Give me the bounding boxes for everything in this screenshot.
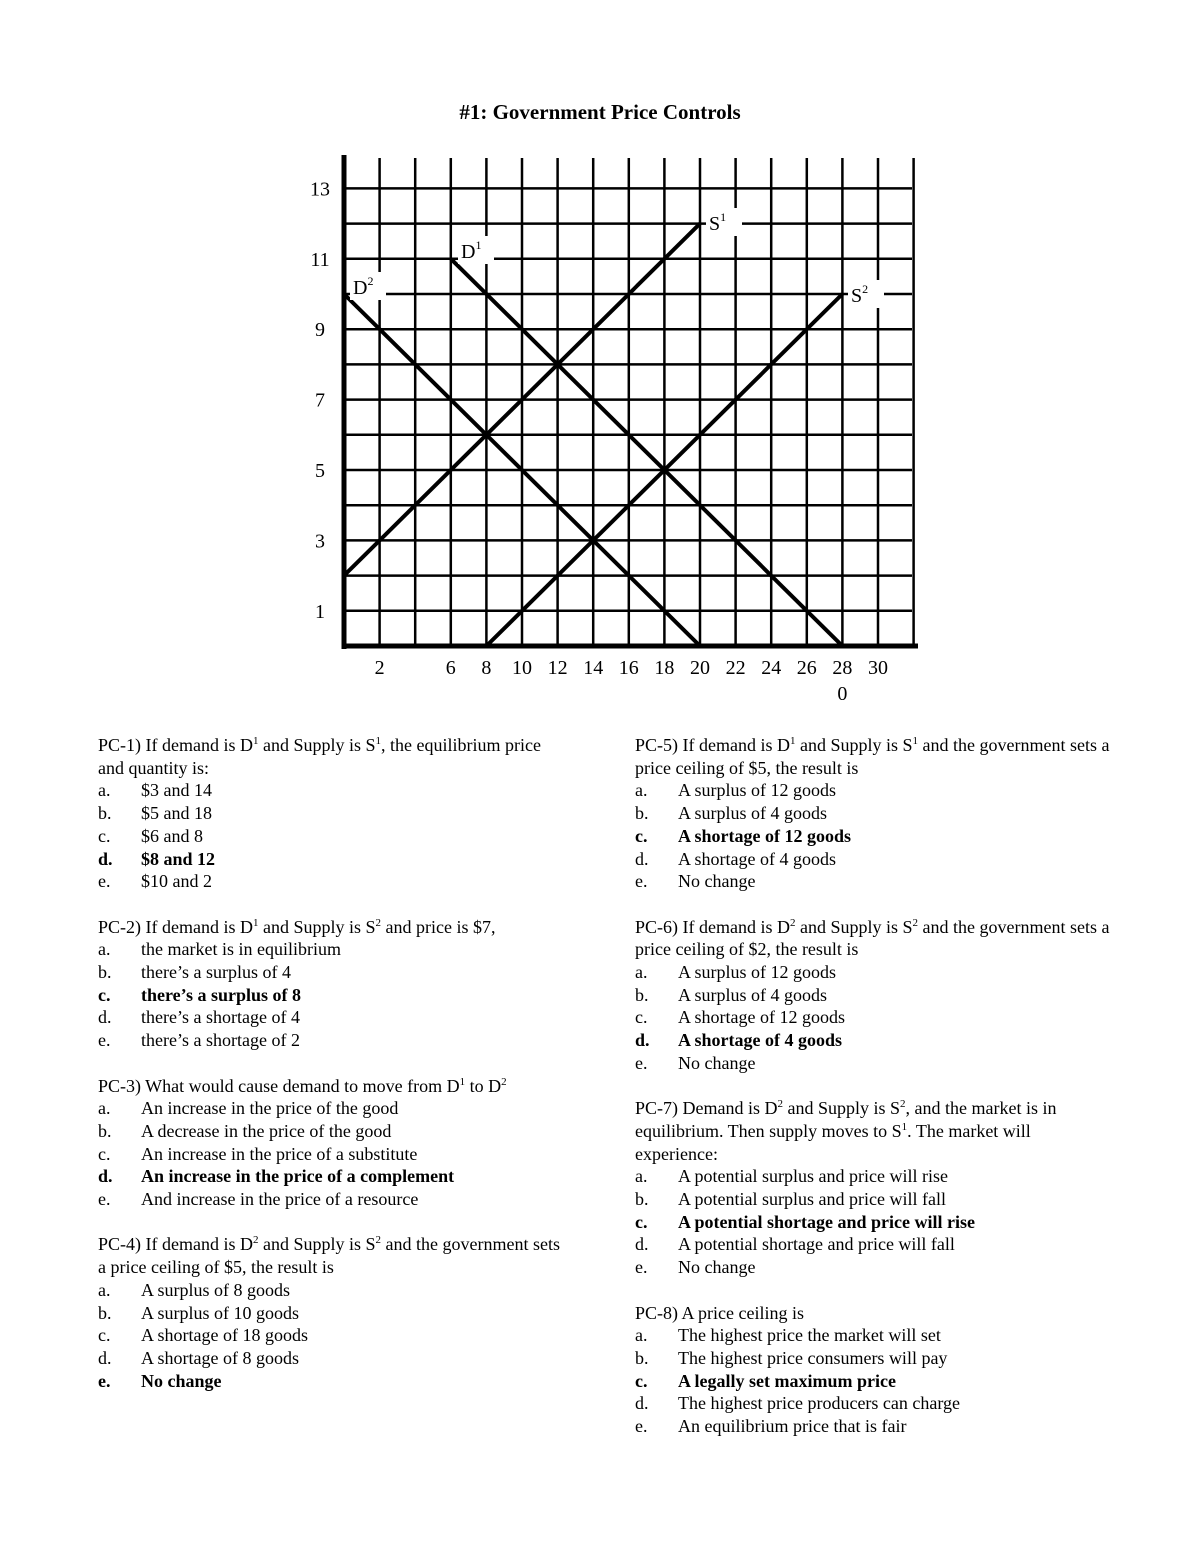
- questions-left-column: [98, 734, 568, 1415]
- option-text: A decrease in the price of the good: [141, 1120, 392, 1141]
- stem-text: and the government sets a price ceiling of $2, the result is: [635, 916, 1110, 960]
- option-text: A surplus of 4 goods: [678, 984, 828, 1005]
- answer-option-correct: [98, 984, 568, 1007]
- option-text: $10 and 2: [141, 871, 212, 892]
- option-letter: d.: [98, 1347, 112, 1368]
- option-text: No change: [141, 1370, 222, 1391]
- stem-text: and the government sets a price ceiling of $5, the result is: [635, 735, 1110, 778]
- stem-superscript: 1: [789, 735, 796, 747]
- option-letter: a.: [635, 780, 648, 801]
- question-stem: [98, 916, 568, 939]
- option-letter: e.: [635, 1257, 648, 1278]
- option-text: A surplus of 4 goods: [678, 803, 828, 824]
- option-letter: c.: [98, 1325, 111, 1346]
- option-text: The highest price the market will set: [678, 1325, 941, 1346]
- stem-superscript: 1: [252, 916, 259, 929]
- option-text: A potential surplus and price will fall: [678, 1189, 946, 1210]
- stem-text: PC-5) If demand is D: [635, 735, 790, 755]
- answer-option: [635, 779, 1115, 802]
- option-text: An increase in the price of a complement: [141, 1166, 455, 1187]
- question-block: [98, 734, 568, 893]
- answer-option: [635, 1392, 1115, 1415]
- option-letter: a.: [635, 962, 648, 983]
- option-text: The highest price consumers will pay: [678, 1347, 948, 1368]
- stem-text: PC-8) A price ceiling is: [635, 1302, 804, 1323]
- question-stem: [635, 734, 1115, 779]
- option-letter: c.: [98, 984, 111, 1005]
- stem-text: and the government sets a price ceiling of $5, the result is: [98, 1234, 560, 1278]
- answer-option: [98, 938, 568, 961]
- y-tick-label: 11: [310, 248, 330, 271]
- stem-text: and Supply is S: [258, 916, 376, 937]
- option-letter: b.: [635, 1347, 649, 1368]
- question-block: [98, 1075, 568, 1211]
- curve-label-d2: $D^2$: [353, 274, 374, 299]
- answer-option: [98, 1143, 568, 1166]
- stem-superscript: 2: [252, 1234, 259, 1247]
- page-title: #1: Government Price Controls: [459, 100, 741, 124]
- answer-option: [98, 1006, 568, 1029]
- option-letter: a.: [98, 1098, 111, 1119]
- answer-option: [98, 802, 568, 825]
- stem-text: and Supply is S: [258, 735, 376, 755]
- x-tick-label: 14: [583, 657, 604, 679]
- option-text: A shortage of 4 goods: [678, 1030, 843, 1051]
- option-text: An equilibrium price that is fair: [678, 1416, 907, 1437]
- stem-text: and Supply is S: [795, 735, 913, 755]
- question-stem: [98, 1075, 568, 1098]
- curve-label-d1: $D^1$: [461, 238, 482, 263]
- question-stem: [635, 1302, 1115, 1325]
- answer-option: [635, 870, 1115, 893]
- stem-superscript: 2: [501, 1075, 507, 1088]
- x-tick-label: 26: [796, 657, 817, 679]
- x-tick-label: 6: [445, 657, 456, 679]
- option-letter: d.: [98, 1007, 112, 1028]
- option-letter: e.: [98, 1370, 111, 1391]
- supply-demand-chart: [0, 0, 1200, 720]
- option-letter: e.: [635, 1416, 648, 1437]
- question-block: [635, 1302, 1115, 1438]
- option-text: there’s a shortage of 2: [141, 1030, 300, 1051]
- option-letter: a.: [98, 1279, 111, 1300]
- stem-superscript: 2: [375, 1234, 382, 1247]
- stem-superscript: 2: [900, 1098, 906, 1111]
- option-letter: d.: [98, 1166, 113, 1187]
- option-text: No change: [678, 871, 756, 892]
- option-letter: e.: [635, 871, 648, 892]
- option-letter: b.: [98, 803, 112, 824]
- answer-option-correct: [635, 1211, 1115, 1234]
- option-text: A potential shortage and price will rise: [678, 1211, 975, 1232]
- stem-text: and Supply is S: [258, 1234, 376, 1255]
- option-text: there’s a surplus of 8: [141, 984, 302, 1005]
- option-letter: b.: [635, 1189, 649, 1210]
- answer-option: [98, 1324, 568, 1347]
- option-letter: e.: [635, 1052, 648, 1073]
- option-text: A shortage of 12 goods: [678, 825, 852, 846]
- option-letter: c.: [635, 825, 648, 846]
- question-stem: [635, 1097, 1115, 1165]
- option-letter: c.: [635, 1007, 648, 1028]
- option-letter: c.: [635, 1211, 648, 1232]
- curve-d1: [451, 259, 843, 646]
- answer-option: [98, 1188, 568, 1211]
- answer-option: [635, 1324, 1115, 1347]
- option-text: A surplus of 8 goods: [141, 1279, 291, 1300]
- option-letter: a.: [635, 1325, 648, 1346]
- stem-superscript: 2: [912, 916, 919, 929]
- y-tick-label: 9: [315, 319, 325, 342]
- option-letter: d.: [635, 1393, 649, 1414]
- option-text: $6 and 8: [141, 825, 203, 846]
- option-letter: d.: [635, 1030, 650, 1051]
- stem-superscript: 1: [901, 1120, 908, 1133]
- x-tick-label: 8: [481, 657, 492, 679]
- y-tick-label: 3: [315, 530, 325, 553]
- answer-option: [98, 825, 568, 848]
- x-tick-label: 12: [547, 657, 568, 679]
- answer-option: [98, 1097, 568, 1120]
- option-text: A shortage of 12 goods: [678, 1007, 845, 1028]
- answer-option: [98, 1120, 568, 1143]
- option-text: A surplus of 12 goods: [678, 780, 837, 801]
- option-text: A potential surplus and price will rise: [678, 1166, 948, 1187]
- curve-label-s2: $S^2$: [851, 282, 869, 307]
- x-tick-label: 20: [690, 657, 710, 679]
- question-block: [98, 916, 568, 1052]
- option-letter: d.: [635, 1234, 649, 1255]
- x-tick-label: 16: [618, 657, 639, 679]
- answer-option: [98, 779, 568, 802]
- stem-superscript: 2: [375, 916, 382, 929]
- option-text: A surplus of 12 goods: [678, 962, 837, 983]
- option-letter: b.: [635, 803, 649, 824]
- option-letter: b.: [635, 984, 649, 1005]
- stem-text: . The market will experience:: [635, 1120, 1031, 1164]
- question-block: [635, 1097, 1115, 1279]
- option-text: $8 and 12: [141, 848, 216, 869]
- answer-option: [635, 1347, 1115, 1370]
- stem-text: and Supply is S: [795, 916, 913, 937]
- option-text: An increase in the price of the good: [141, 1098, 399, 1119]
- option-letter: d.: [635, 848, 649, 869]
- stem-superscript: 1: [252, 735, 259, 747]
- stem-text: PC-4) If demand is D: [98, 1234, 253, 1255]
- option-text: A legally set maximum price: [678, 1370, 896, 1391]
- option-letter: e.: [98, 1030, 111, 1051]
- option-letter: e.: [98, 871, 111, 892]
- option-text: A shortage of 8 goods: [141, 1347, 299, 1368]
- stem-superscript: 1: [459, 1075, 466, 1088]
- stem-superscript: 2: [789, 916, 796, 929]
- option-text: No change: [678, 1052, 756, 1073]
- question-stem: [635, 916, 1115, 961]
- option-letter: a.: [635, 1166, 648, 1187]
- curve-label-s1: $S^1$: [709, 210, 727, 235]
- option-letter: d.: [98, 848, 113, 869]
- answer-option: [635, 961, 1115, 984]
- answer-option-correct: [635, 825, 1115, 848]
- option-text: $5 and 18: [141, 803, 212, 824]
- answer-option: [635, 1006, 1115, 1029]
- question-stem: [98, 734, 568, 779]
- option-text: An increase in the price of a substitute: [141, 1143, 418, 1164]
- x-tick-label: 2: [374, 657, 385, 679]
- option-text: $3 and 14: [141, 780, 212, 801]
- option-letter: b.: [98, 962, 112, 983]
- answer-option-correct: [635, 1370, 1115, 1393]
- question-block: [635, 916, 1115, 1075]
- answer-option: [98, 961, 568, 984]
- answer-option: [635, 984, 1115, 1007]
- answer-option: [635, 1233, 1115, 1256]
- answer-option: [98, 1029, 568, 1052]
- x-tick-label: 10: [512, 657, 532, 679]
- answer-option-correct: [98, 1165, 568, 1188]
- option-text: A shortage of 18 goods: [141, 1325, 308, 1346]
- question-block: [98, 1233, 568, 1392]
- option-letter: b.: [98, 1302, 112, 1323]
- option-letter: c.: [635, 1370, 648, 1391]
- answer-option: [635, 1256, 1115, 1279]
- y-tick-label: 1: [315, 600, 325, 623]
- option-text: A shortage of 4 goods: [678, 848, 836, 869]
- answer-option: [98, 1279, 568, 1302]
- option-letter: e.: [98, 1189, 111, 1210]
- question-block: [635, 734, 1115, 893]
- stem-text: , the equilibrium price and quantity is:: [98, 735, 541, 778]
- stem-text: PC-2) If demand is D: [98, 916, 253, 937]
- answer-option: [98, 1347, 568, 1370]
- answer-option-correct: [98, 1370, 568, 1393]
- stem-text: and price is $7,: [381, 916, 496, 937]
- answer-option: [635, 1415, 1115, 1438]
- option-text: the market is in equilibrium: [141, 939, 341, 960]
- option-text: No change: [678, 1257, 756, 1278]
- stem-text: and Supply is S: [783, 1098, 901, 1119]
- answer-option: [635, 1052, 1115, 1075]
- x-tick-label: 18: [654, 657, 675, 679]
- stem-text: , and the market is in equilibrium. Then supply moves to S: [635, 1098, 1057, 1141]
- stem-text: PC-7) Demand is D: [635, 1098, 778, 1119]
- y-tick-label: 5: [315, 460, 325, 482]
- option-text: there’s a surplus of 4: [141, 962, 291, 983]
- option-letter: c.: [98, 825, 111, 846]
- answer-option: [98, 1302, 568, 1325]
- questions-right-column: [635, 734, 1115, 1460]
- stem-text: PC-1) If demand is D: [98, 735, 253, 755]
- x-tick-label: 28: [832, 657, 853, 679]
- x-tick-label: 30: [868, 657, 888, 679]
- stem-text: PC-6) If demand is D: [635, 916, 790, 937]
- answer-option: [635, 802, 1115, 825]
- y-tick-label: 13: [310, 178, 330, 201]
- x-tick-label-extra: 0: [837, 683, 848, 705]
- option-letter: b.: [98, 1120, 112, 1141]
- answer-option: [635, 848, 1115, 871]
- stem-text: PC-3) What would cause demand to move from D: [98, 1075, 460, 1096]
- stem-superscript: 1: [912, 735, 919, 747]
- option-text: there’s a shortage of 4: [141, 1007, 300, 1028]
- option-text: A potential shortage and price will fall: [678, 1234, 955, 1255]
- answer-option: [635, 1188, 1115, 1211]
- option-letter: c.: [98, 1143, 111, 1164]
- x-tick-label: 24: [761, 657, 782, 679]
- option-text: A surplus of 10 goods: [141, 1302, 300, 1323]
- stem-superscript: 2: [777, 1098, 783, 1111]
- option-text: And increase in the price of a resource: [141, 1189, 419, 1210]
- y-tick-label: 7: [315, 389, 325, 412]
- answer-option-correct: [635, 1029, 1115, 1052]
- answer-option-correct: [98, 848, 568, 871]
- stem-text: to D: [465, 1075, 502, 1096]
- option-text: The highest price producers can charge: [678, 1393, 961, 1414]
- question-stem: [98, 1233, 568, 1278]
- x-tick-label: 22: [725, 657, 746, 679]
- answer-option: [635, 1165, 1115, 1188]
- option-letter: a.: [98, 780, 111, 801]
- option-letter: a.: [98, 939, 111, 960]
- answer-option: [98, 870, 568, 893]
- stem-superscript: 1: [375, 735, 382, 747]
